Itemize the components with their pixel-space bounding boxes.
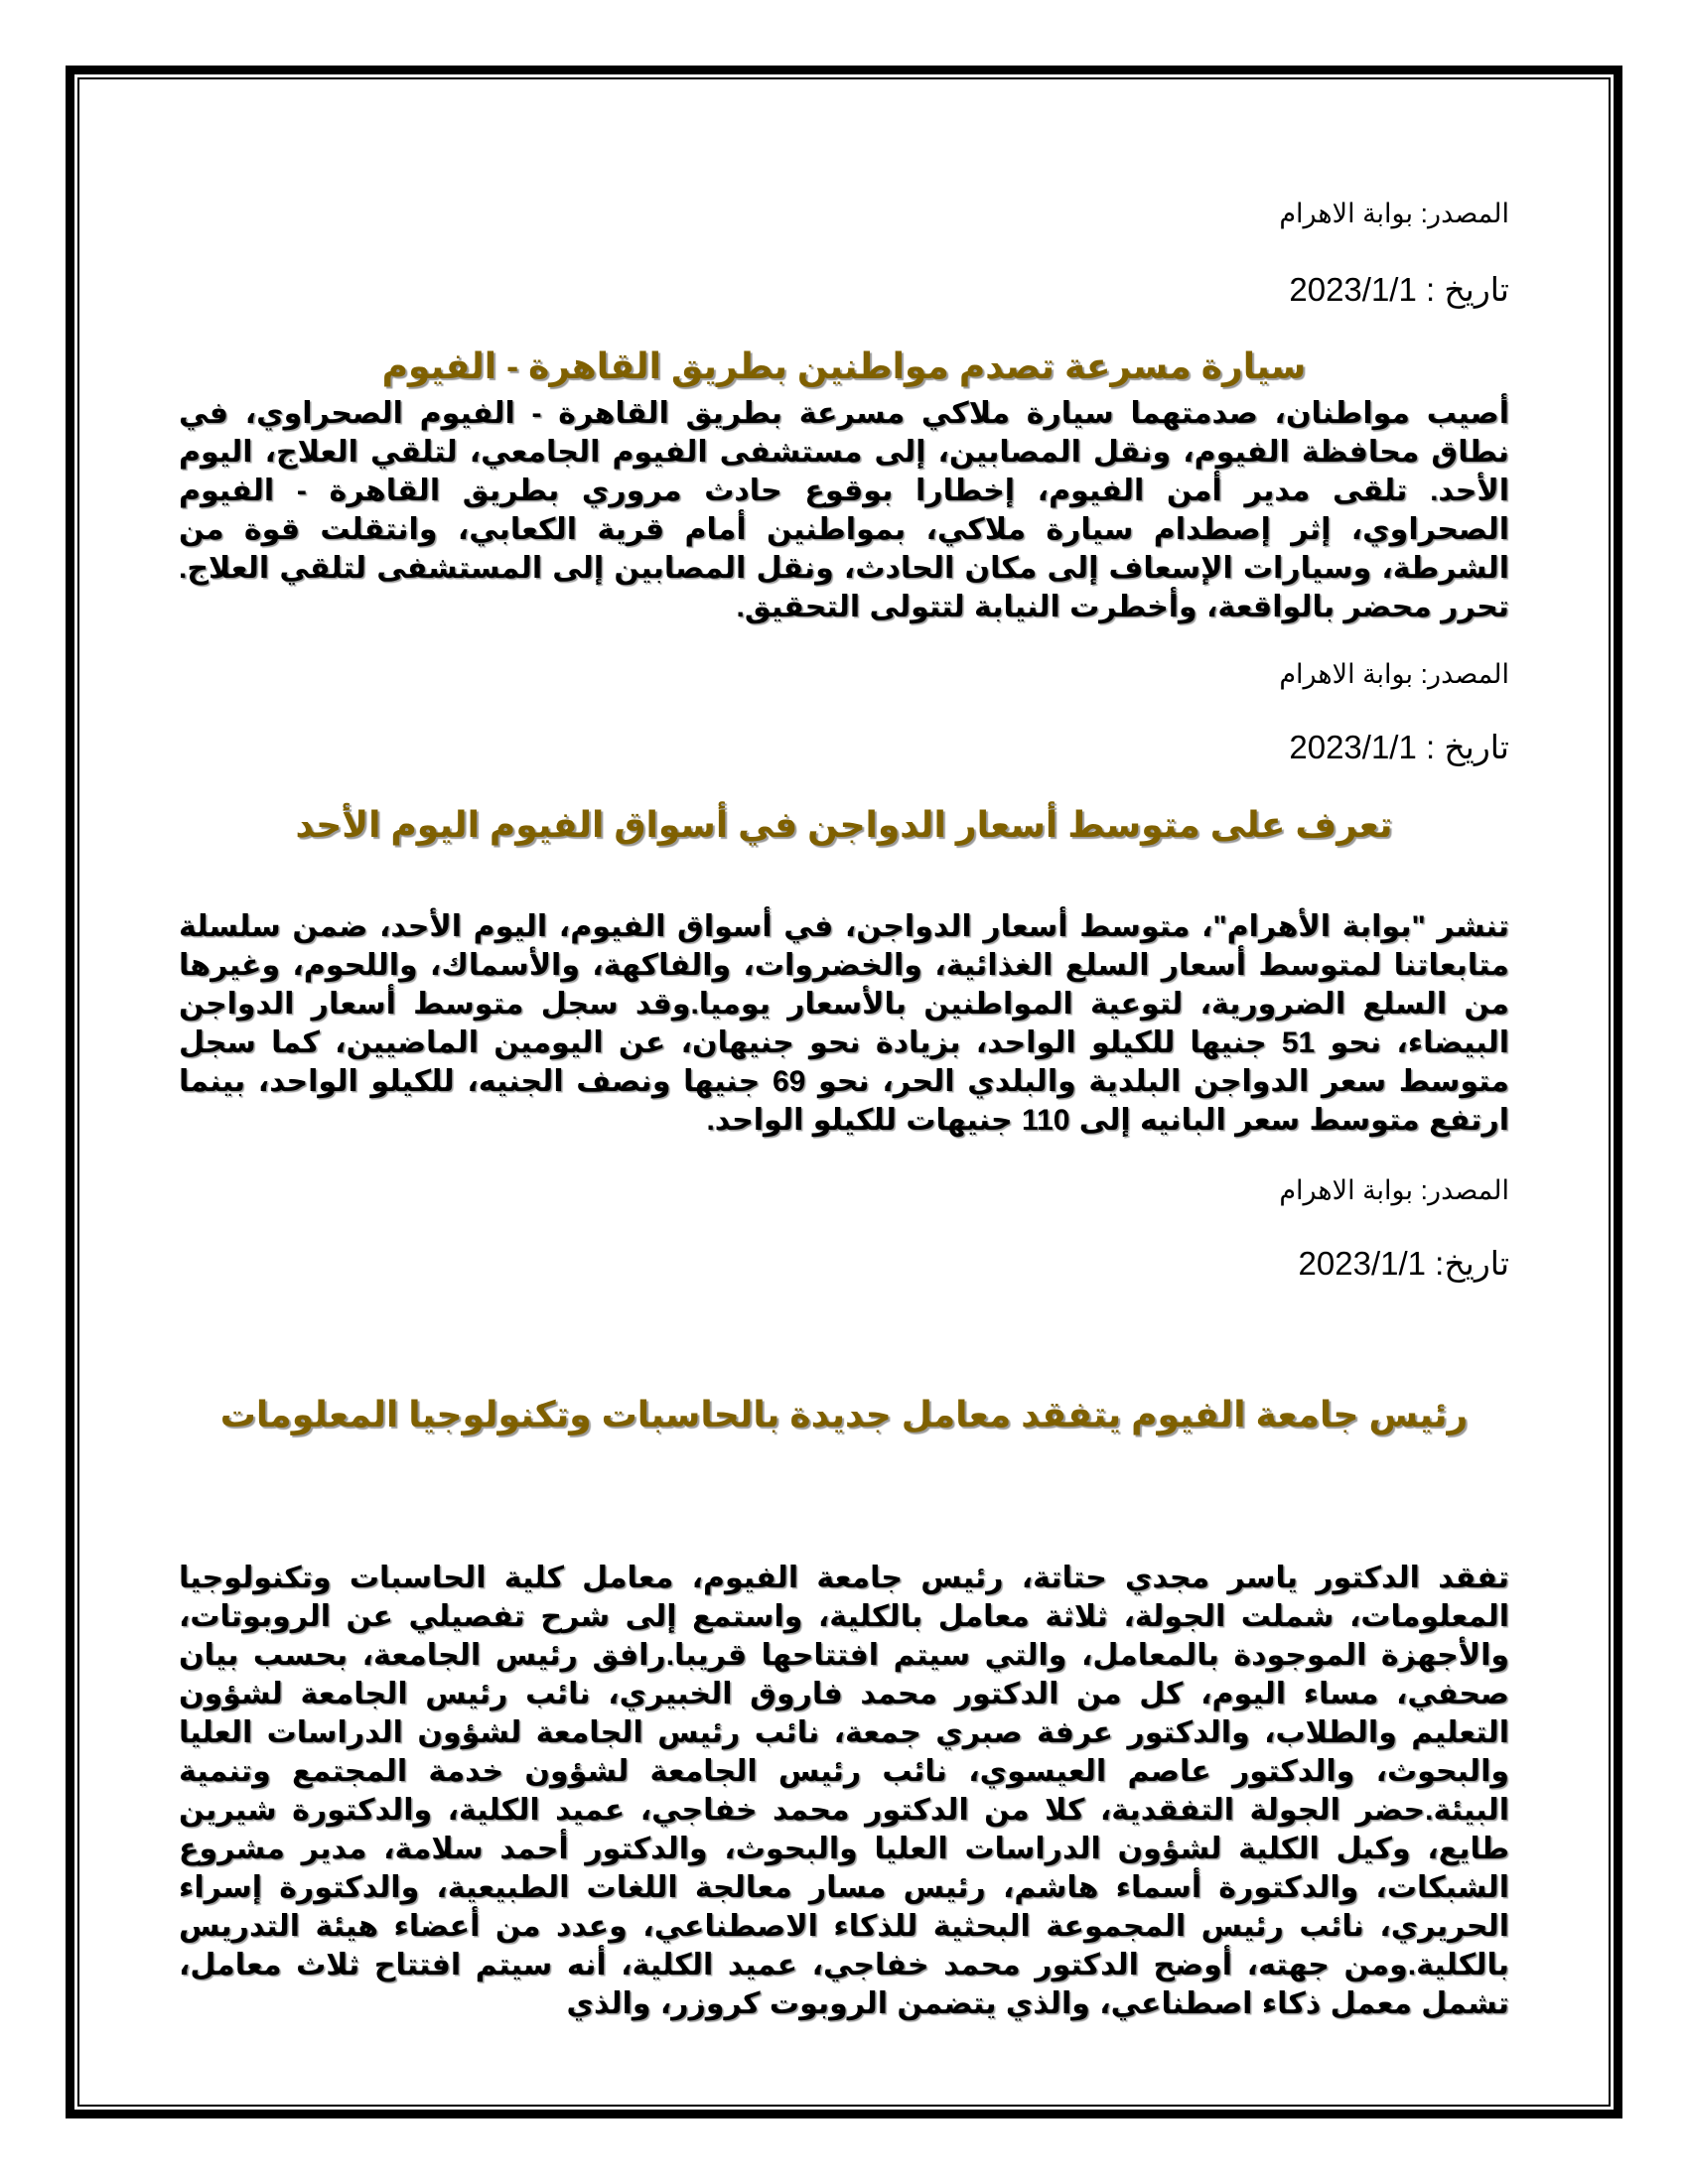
- article-1-body: أصيب مواطنان، صدمتهما سيارة ملاكي مسرعة بطريق القاهرة - الفيوم الصحراوي، في نطاق محافظة الفيوم، ونقل المصابين، إلى مستشفى الفيوم الجامعي، لتلقي العلاج، اليوم الأحد. تلقى مدير أمن الفيوم، إخطارا بوقوع حادث مروري بطريق القاهرة - الفيوم الصحراوي، إثر إصطدام سيارة ملاكي، بمواطنين أمام قرية الكعابي، وانتقلت قوة من الشرطة، وسيارات الإسعاف إلى مكان الحادث، ونقل المصابين إلى المستشفى لتلقي العلاج. تحرر محضر بالواقعة، وأخطرت النيابة لتتولى التحقيق.: [179, 397, 1509, 623]
- article-2-body: تنشر "بوابة الأهرام"، متوسط أسعار الدواجن، في أسواق الفيوم، اليوم الأحد، ضمن سلسلة متابعاتنا لمتوسط أسعار السلع الغذائية، والخضروات، والفاكهة، والأسماك، واللحوم، وغيرها من السلع الضرورية، لتوعية المواطنين بالأسعار يوميا.وقد سجل متوسط أسعار الدواجن البيضاء، نحو 51 جنيها للكيلو الواحد، بزيادة نحو جنيهان، عن اليومين الماضيين، كما سجل متوسط سعر الدواجن البلدية والبلدي الحر، نحو 69 جنيها ونصف الجنيه، للكيلو الواحد، بينما ارتفع متوسط سعر البانيه إلى 110 جنيهات للكيلو الواحد.: [179, 910, 1509, 1137]
- article-3-date: تاريخ: 2023/1/1: [1298, 1245, 1509, 1282]
- article-1-date: تاريخ : 2023/1/1: [1289, 271, 1509, 308]
- article-2-source: المصدر: بوابة الاهرام: [1279, 659, 1509, 689]
- article-3-source: المصدر: بوابة الاهرام: [1279, 1175, 1509, 1205]
- article-2-title: تعرف على متوسط أسعار الدواجن في أسواق الفيوم اليوم الأحد: [295, 804, 1393, 845]
- article-2-date: تاريخ : 2023/1/1: [1289, 729, 1509, 765]
- article-1-source: المصدر: بوابة الاهرام: [1279, 199, 1509, 228]
- article-1-title: سيارة مسرعة تصدم مواطنين بطريق القاهرة - الفيوم: [381, 345, 1307, 386]
- article-3-title: رئيس جامعة الفيوم يتفقد معامل جديدة بالحاسبات وتكنولوجيا المعلومات: [219, 1394, 1469, 1434]
- article-3-body: تفقد الدكتور ياسر مجدي حتاتة، رئيس جامعة الفيوم، معامل كلية الحاسبات وتكنولوجيا المعلومات، شملت الجولة، ثلاثة معامل بالكلية، واستمع إلى شرح تفصيلي عن الروبوتات، والأجهزة الموجودة بالمعامل، والتي سيتم افتتاحها قريبا.رافق رئيس الجامعة، بحسب بيان صحفي، مساء اليوم، كل من الدكتور محمد فاروق الخبيري، نائب رئيس الجامعة لشؤون التعليم والطلاب، والدكتور عرفة صبري جمعة، نائب رئيس الجامعة لشؤون الدراسات العليا والبحوث، والدكتور عاصم العيسوي، نائب رئيس الجامعة لشؤون خدمة المجتمع وتنمية البيئة.حضر الجولة التفقدية، كلا من الدكتور محمد خفاجي، عميد الكلية، والدكتورة شيرين طايع، وكيل الكلية لشؤون الدراسات العليا والبحوث، والدكتور أحمد سلامة، مدير مشروع الشبكات، والدكتورة أسماء هاشم، رئيس مسار معالجة اللغات الطبيعية، والدكتورة إسراء الحريري، نائب رئيس المجموعة البحثية للذكاء الاصطناعي، وعدد من أعضاء هيئة التدريس بالكلية.ومن جهته، أوضح الدكتور محمد خفاجي، عميد الكلية، أنه سيتم افتتاح ثلاث معامل، تشمل معمل ذكاء اصطناعي، والذي يتضمن الروبوت كروزر، والذي: [179, 1562, 1509, 2020]
